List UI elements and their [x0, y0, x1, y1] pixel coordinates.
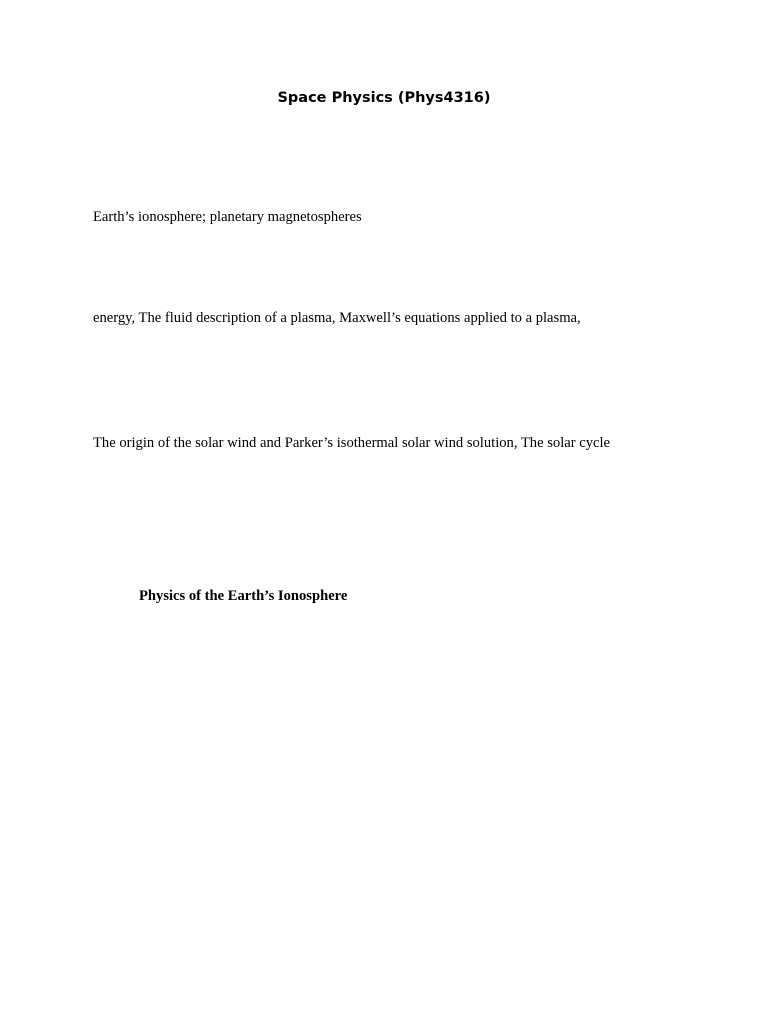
- text-line-solar-wind: The origin of the solar wind and Parker’s isothermal solar wind solution, The solar cycle: [93, 435, 611, 451]
- document-title: Space Physics (Phys4316): [277, 90, 491, 106]
- text-line-ionosphere-magnetospheres: Earth’s ionosphere; planetary magnetospheres: [93, 209, 362, 225]
- section-heading: Physics of the Earth’s Ionosphere: [139, 588, 348, 604]
- text-line-plasma-description: energy, The fluid description of a plasma, Maxwell’s equations applied to a plasma,: [93, 310, 581, 326]
